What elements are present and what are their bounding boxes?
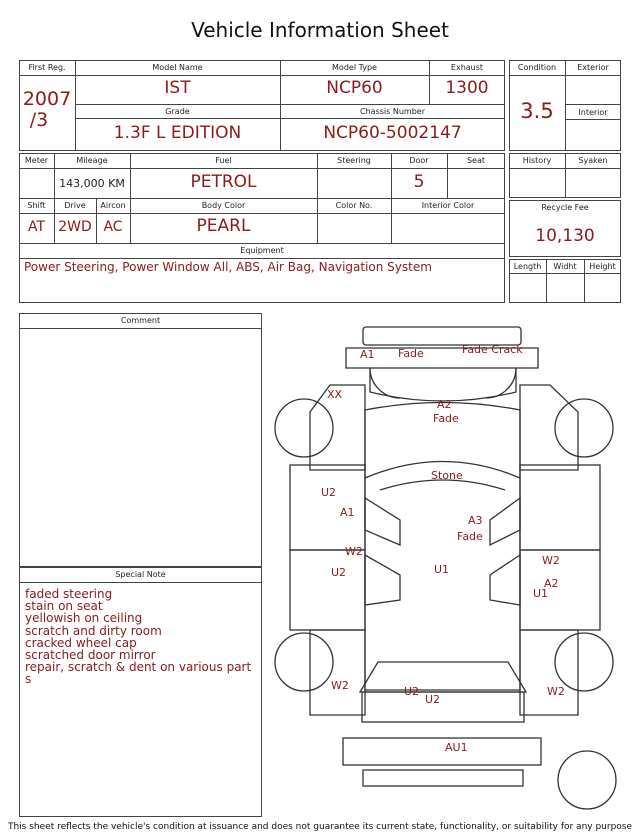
width-label: Widht [553, 262, 577, 271]
mileage-label: Mileage [76, 156, 108, 165]
length-label: Length [513, 262, 542, 271]
special-note-label: Special Note [115, 570, 166, 579]
damage-mark: Fade [457, 530, 483, 543]
damage-mark: A2 [437, 398, 452, 411]
body-color-label: Body Color [201, 201, 246, 210]
fuel-label: Fuel [215, 156, 232, 165]
damage-mark: W2 [542, 554, 560, 567]
drive-label: Drive [64, 201, 86, 210]
damage-mark: Fade [433, 412, 459, 425]
special-note-item: yellowish on ceiling [25, 611, 143, 626]
damage-mark: W2 [547, 685, 565, 698]
special-note-item: scratch and dirty room [25, 623, 162, 638]
aircon-value: AC [103, 219, 123, 235]
grade-label: Grade [165, 107, 190, 116]
grade-value: 1.3F L EDITION [113, 123, 242, 143]
steering-label: Steering [337, 156, 371, 165]
model-name-label: Model Name [152, 63, 203, 72]
damage-mark: W2 [345, 545, 363, 558]
disclaimer-footer: This sheet reflects the vehicle's condition at issuance and does not guarantee its current state, functionality, or suitability for any purpose [7, 822, 633, 832]
damage-mark: A2 [544, 577, 559, 590]
body-color-value: PEARL [196, 216, 251, 236]
damage-mark: AU1 [445, 741, 468, 754]
exhaust-label: Exhaust [450, 63, 484, 72]
damage-mark: U1 [434, 563, 450, 576]
meter-label: Meter [24, 156, 49, 165]
special-note-item: stain on seat [25, 599, 103, 614]
damage-mark: U2 [404, 685, 420, 698]
first-reg-year: 2007 [22, 88, 72, 110]
model-type-label: Model Type [332, 63, 377, 72]
equipment-value: Power Steering, Power Window All, ABS, Air Bag, Navigation System [24, 260, 432, 274]
damage-mark: A1 [360, 348, 375, 361]
model-name-value: IST [164, 78, 191, 98]
special-note-item: scratched door mirror [25, 648, 156, 663]
history-label: History [522, 156, 552, 165]
damage-mark: W2 [331, 679, 349, 692]
damage-mark: A3 [468, 514, 483, 527]
shift-label: Shift [27, 201, 46, 210]
damage-mark: XX [327, 388, 343, 401]
comment-label: Comment [120, 316, 161, 325]
mileage-value: 143,000 KM [59, 177, 125, 190]
interior-color-label: Interior Color [421, 201, 475, 210]
chassis-number-label: Chassis Number [360, 107, 425, 116]
color-no-label: Color No. [335, 201, 373, 210]
damage-mark: Fade [398, 347, 424, 360]
drive-value: 2WD [58, 219, 92, 235]
model-type-value: NCP60 [326, 78, 383, 98]
recycle-fee-label: Recycle Fee [541, 203, 589, 212]
door-label: Door [409, 156, 429, 165]
first-reg-label: First Reg. [28, 63, 66, 72]
shift-value: AT [27, 219, 46, 235]
equipment-label: Equipment [240, 246, 284, 255]
chassis-number-value: NCP60-5002147 [323, 123, 462, 143]
condition-value: 3.5 [520, 99, 554, 123]
door-value: 5 [413, 172, 425, 192]
recycle-fee-value: 10,130 [535, 226, 595, 246]
damage-mark: Fade Crack [462, 343, 523, 356]
fuel-value: PETROL [190, 172, 257, 192]
damage-mark: U2 [331, 566, 347, 579]
damage-mark: U1 [533, 587, 549, 600]
special-note-item: faded steering [25, 587, 113, 601]
exterior-label: Exterior [577, 63, 609, 72]
comment-box [19, 313, 262, 567]
damage-mark: A1 [340, 506, 355, 519]
height-label: Height [589, 262, 616, 271]
special-note-item: s [25, 672, 32, 687]
page-title: Vehicle Information Sheet [191, 18, 449, 42]
damage-mark: Stone [431, 469, 463, 482]
interior-label: Interior [578, 108, 608, 117]
first-reg-month: /3 [29, 109, 49, 131]
special-note-item: repair, scratch & dent on various part [25, 660, 252, 675]
damage-mark: U2 [425, 693, 441, 706]
damage-mark: U2 [321, 486, 337, 499]
exhaust-value: 1300 [445, 78, 489, 98]
aircon-label: Aircon [100, 201, 126, 210]
special-note-list [25, 588, 257, 686]
seat-label: Seat [466, 156, 486, 165]
condition-label: Condition [517, 63, 557, 72]
special-note-item: cracked wheel cap [25, 635, 137, 650]
syaken-label: Syaken [578, 156, 608, 165]
